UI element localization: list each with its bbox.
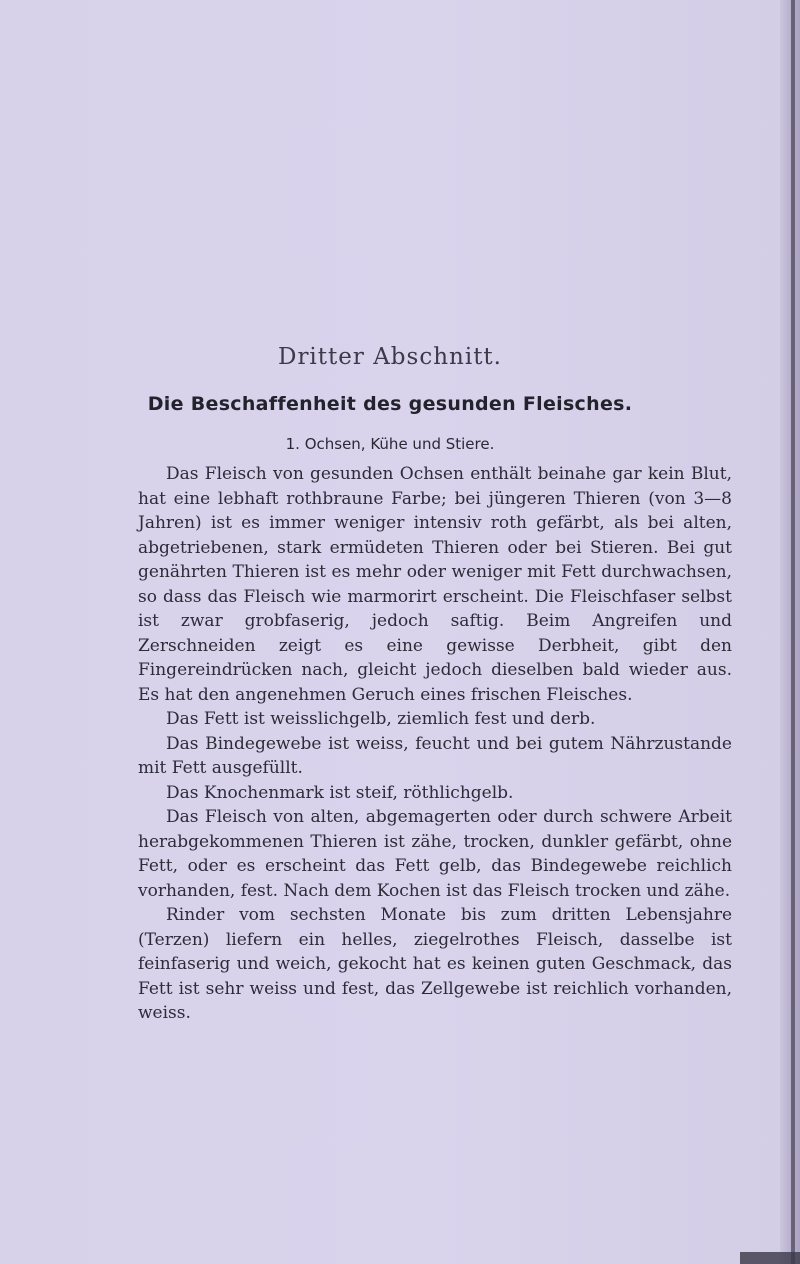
paragraph: Rinder vom sechsten Monate bis zum dritten Lebensjahre (Terzen) liefern ein helles, ziegelrothes Fleisch, dasselbe ist feinfaserig und weich, gekocht hat es keinen guten Geschmack, das Fett ist sehr weiss und fest, das Zellgewebe ist reichlich vorhanden, weiss. bbox=[138, 905, 732, 1023]
chapter-title: Die Beschaffenheit des gesunden Fleisches. bbox=[147, 393, 633, 415]
corner-shadow bbox=[740, 1252, 800, 1264]
page-edge bbox=[780, 0, 800, 1264]
section-title: Dritter Abschnitt. bbox=[278, 344, 502, 370]
subsection-title: 1. Ochsen, Kühe und Stiere. bbox=[285, 435, 495, 453]
paragraph: Das Fleisch von gesunden Ochsen enthält beinahe gar kein Blut, hat eine lebhaft rothbraune Farbe; bei jüngeren Thieren (von 3—8 Jahren) ist es immer weniger intensiv roth gefärbt, als bei alten, abgetriebenen, stark ermüdeten Thieren oder bei Stieren. Bei gut genährten Thieren ist es mehr oder weniger mit Fett durchwachsen, so dass das Fleisch wie marmorirt erscheint. Die Fleischfaser selbst ist zwar grobfaserig, jedoch saftig. Beim Angreifen und Zerschneiden zeigt es eine gewisse Derbheit, gibt den Fingereindrücken nach, gleicht jedoch dieselben bald wieder aus. Es hat den angenehmen Geruch eines frischen Fleisches. bbox=[138, 464, 732, 705]
paragraph: Das Knochenmark ist steif, röthlichgelb. bbox=[166, 782, 514, 803]
paragraph: Das Fett ist weisslichgelb, ziemlich fest und derb. bbox=[166, 709, 596, 729]
binding-edge bbox=[791, 0, 795, 1264]
paragraph: Das Bindegewebe ist weiss, feucht und bei gutem Nährzustande mit Fett ausgefüllt. bbox=[138, 733, 732, 778]
body-text bbox=[138, 462, 732, 1026]
paragraph: Das Fleisch von alten, abgemagerten oder durch schwere Arbeit herabgekommenen Thieren ist zähe, trocken, dunkler gefärbt, ohne Fett, oder es erscheint das Fett gelb, das Bindegewebe reichlich vorhanden, fest. Nach dem Kochen ist das Fleisch trocken und zähe. bbox=[138, 807, 732, 901]
